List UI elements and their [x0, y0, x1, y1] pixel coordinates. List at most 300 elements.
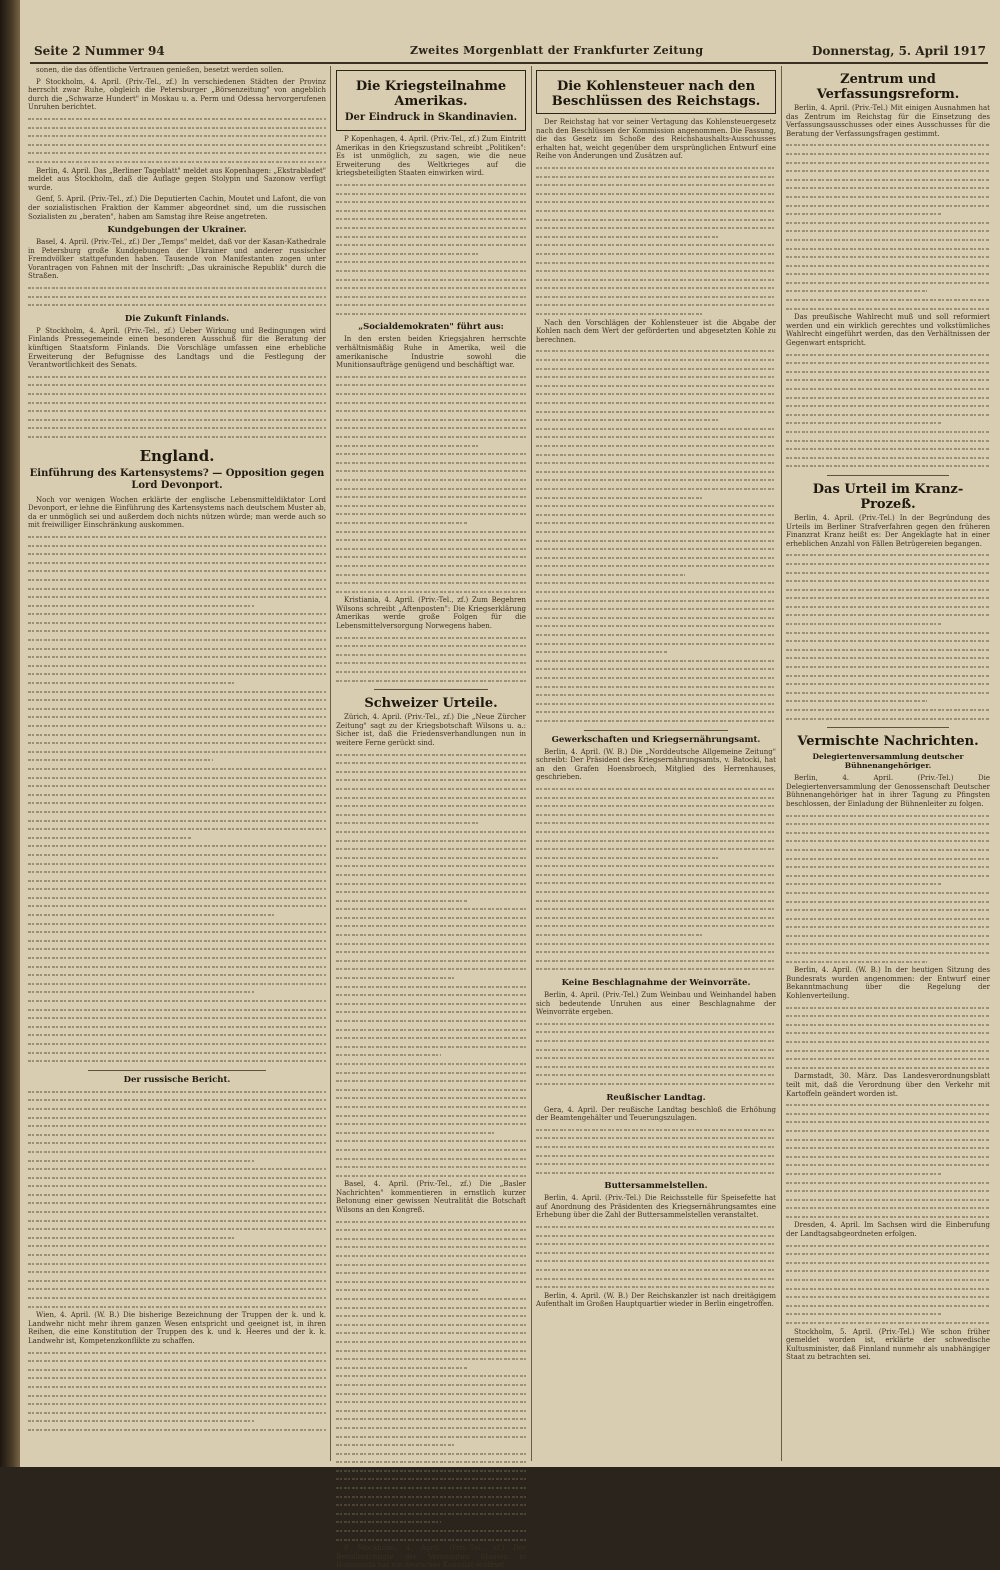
text-line — [28, 627, 326, 636]
text-line — [336, 991, 526, 1000]
text-line — [536, 173, 776, 182]
text-line — [786, 305, 990, 314]
text-line — [536, 528, 776, 537]
text-line — [786, 351, 990, 360]
text-line — [786, 1170, 941, 1179]
text-line — [28, 653, 326, 662]
text-line — [336, 922, 526, 931]
text-line — [28, 381, 326, 390]
text-line — [786, 1319, 990, 1328]
article-text: sonen, die das öffentliche Vertrauen genießen, besetzt werden sollen. — [36, 66, 284, 74]
text-line — [28, 149, 326, 158]
text-line — [28, 1088, 326, 1097]
section-headline: Zentrum und Verfassungsreform. — [816, 72, 960, 102]
text-line — [336, 528, 526, 537]
text-line — [536, 562, 776, 571]
text-line — [28, 954, 326, 963]
text-line — [786, 1250, 990, 1259]
text-line — [336, 1252, 526, 1261]
text-line — [536, 588, 776, 597]
text-line — [786, 663, 990, 672]
text-line — [336, 1261, 526, 1270]
text-line — [336, 1043, 526, 1052]
text-line — [536, 1134, 776, 1143]
text-line — [336, 677, 526, 686]
text-line — [336, 562, 526, 571]
text-line — [28, 141, 326, 150]
text-line — [336, 965, 526, 974]
text-line — [786, 646, 990, 655]
text-line — [336, 1286, 480, 1295]
text-line — [536, 1266, 776, 1275]
text-line — [336, 1269, 526, 1278]
text-line — [536, 862, 776, 871]
text-line — [536, 1169, 776, 1178]
text-line — [336, 1372, 526, 1381]
text-line — [28, 1268, 326, 1277]
article-text: Genf, 5. April. (Priv.-Tel., zf.) Die Deputierten Cachin, Moutet und Lafont, die von der sozialistischen Fraktion der Kammer abgeordnet sind, um die russischen Sozialisten zu „beraten", haben am Samstag ihre Reise angetreten. — [28, 195, 326, 221]
article-text: Berlin, 4. April. (Priv.-Tel.) Zum Weinbau und Weinhandel haben sich bedeutende Unruhen aus einer Beschlagnahme der Weinvorräte ergeben. — [536, 991, 776, 1017]
text-line — [536, 416, 718, 425]
text-line — [786, 932, 990, 941]
text-line — [28, 1191, 326, 1200]
text-line — [28, 1225, 326, 1234]
section-heading: Reußischer Landtag. — [606, 1092, 706, 1103]
text-line — [28, 1139, 326, 1148]
text-line — [536, 310, 702, 319]
text-line — [28, 158, 326, 167]
text-line — [28, 1208, 326, 1217]
text-line — [28, 1049, 326, 1058]
text-line — [336, 1000, 526, 1009]
text-line — [336, 914, 526, 923]
text-line — [786, 184, 990, 193]
text-line — [336, 802, 526, 811]
text-line — [336, 1433, 526, 1442]
text-line — [786, 654, 990, 663]
text-line — [336, 1475, 526, 1484]
text-line — [536, 1143, 776, 1152]
text-line — [786, 672, 990, 681]
illegible-text-block — [28, 115, 326, 167]
text-line — [336, 828, 526, 837]
text-line — [786, 437, 990, 446]
illegible-text-block — [536, 1020, 776, 1089]
section-subheadline: Delegiertenversammlung deutscher Bühnenangehöriger. — [812, 752, 964, 771]
text-line — [786, 680, 990, 689]
text-line — [336, 1086, 526, 1095]
text-line — [336, 1329, 526, 1338]
text-line — [786, 611, 990, 620]
text-line — [336, 450, 526, 459]
section-headline: Die Kriegsteilnahme Amerikas. — [355, 79, 507, 109]
text-line — [536, 794, 776, 803]
text-line — [536, 485, 776, 494]
text-line — [28, 373, 326, 382]
text-line — [28, 1400, 326, 1409]
text-line — [336, 545, 526, 554]
text-line — [336, 502, 526, 511]
text-line — [28, 868, 326, 877]
text-line — [786, 279, 990, 288]
column-rule — [781, 66, 782, 1461]
text-line — [28, 1294, 326, 1303]
text-line — [336, 407, 526, 416]
text-line — [536, 198, 776, 207]
text-line — [28, 679, 234, 688]
text-line — [336, 854, 526, 863]
text-line — [336, 785, 526, 794]
text-line — [536, 965, 776, 974]
text-line — [336, 207, 526, 216]
text-line — [786, 551, 990, 560]
text-line — [336, 215, 526, 224]
text-line — [28, 1023, 326, 1032]
text-line — [536, 1257, 776, 1266]
text-line — [786, 1118, 990, 1127]
text-line — [336, 310, 526, 319]
text-line — [786, 150, 990, 159]
text-line — [536, 914, 776, 923]
text-line — [536, 879, 776, 888]
section-headline: Vermischte Nachrichten. — [797, 734, 979, 750]
text-line — [28, 576, 326, 585]
text-line — [336, 1077, 526, 1086]
text-line — [786, 1144, 990, 1153]
article-text: Berlin, 4. April. (Priv.-Tel.) Mit einigen Ausnahmen hat das Zentrum im Reichstag für die Einsetzung des Verfassungsausschusses oder eines Ausschusses für die Beratung der Verfassungsfragen gestimmt. — [786, 104, 990, 138]
newspaper-page — [20, 0, 1000, 1570]
text-line — [336, 241, 526, 250]
text-line — [536, 365, 776, 374]
text-line — [786, 577, 990, 586]
text-line — [536, 837, 776, 846]
text-line — [336, 1458, 526, 1467]
text-line — [336, 845, 526, 854]
text-line — [786, 906, 990, 915]
text-line — [28, 1057, 326, 1066]
section-heading: Buttersammelstellen. — [604, 1181, 708, 1192]
text-line — [536, 931, 702, 940]
text-line — [786, 1136, 990, 1145]
text-line — [786, 872, 990, 881]
text-line — [536, 948, 776, 957]
text-line — [28, 1006, 326, 1015]
text-line — [336, 1364, 467, 1373]
text-line — [28, 1383, 326, 1392]
text-line — [786, 270, 990, 279]
text-line — [536, 519, 776, 528]
text-line — [336, 1484, 526, 1493]
text-line — [28, 390, 326, 399]
text-line — [786, 1012, 990, 1021]
text-line — [786, 637, 990, 646]
text-line — [786, 560, 990, 569]
section-headline: Schweizer Urteile. — [364, 696, 498, 712]
text-line — [28, 902, 326, 911]
article-text: Zürich, 4. April. (Priv.-Tel., zf.) Die „Neue Zürcher Zeitung" sagt zu der Kriegsbotschaft Wilsons u. a.: Sicher ist, daß die Friedensverhandlungen nun in weitere Ferne gerückt sind. — [336, 713, 526, 747]
article-text: Berlin, 4. April. (W. B.) In der heutigen Sitzung des Bundesrats wurden angenommen: der Entwurf einer Bekanntmachung über die Regelung der Kohlenverteilung. — [786, 966, 990, 1001]
text-line — [786, 829, 990, 838]
text-line — [28, 705, 326, 714]
text-line — [786, 296, 990, 305]
article-text: In den ersten beiden Kriegsjahren herrschte verhältnismäßig Ruhe in Amerika, weil die amerikanische Industrie sowohl die Munitionsaufträge genügend und beschäftigt war. — [336, 335, 526, 370]
text-line — [786, 462, 990, 471]
text-line — [28, 731, 326, 740]
illegible-text-block — [786, 1242, 990, 1328]
text-line — [28, 115, 326, 124]
text-line — [536, 845, 776, 854]
text-line — [786, 715, 990, 724]
text-line — [536, 614, 776, 623]
article-text: Wien, 4. April. (W. B.) Die bisherige Bezeichnung der Truppen der k. und k. Landwehr nicht mehr ihrem ganzen Wesen entspricht und geeignet ist, in ihren Reihen, die eine Konstitution der Truppen des k. und k. Heeres und der k. k. Landwehr ist, Kompetenzkonflikte zu schaffen. — [28, 1311, 326, 1345]
text-line — [336, 181, 526, 190]
text-line — [786, 855, 990, 864]
text-line — [28, 636, 326, 645]
text-line — [786, 586, 990, 595]
text-line — [336, 871, 526, 880]
text-line — [336, 819, 480, 828]
text-line — [28, 1409, 326, 1418]
text-line — [336, 1493, 526, 1502]
illegible-text-block — [28, 533, 326, 1066]
text-line — [786, 940, 990, 949]
text-line — [536, 648, 668, 657]
text-line — [336, 1051, 441, 1060]
text-line — [336, 1120, 526, 1129]
text-line — [28, 293, 326, 302]
text-line — [336, 1034, 526, 1043]
text-line — [336, 433, 526, 442]
article-text: Berlin, 4. April. (Priv.-Tel.) Die Delegiertenversammlung der Genossenschaft Deutscher Bühnenangehöriger hat in ihrer Tagung zu Pfingsten beschlossen, der Einladung der Bühnenleiter zu folgen. — [786, 774, 990, 808]
text-line — [336, 768, 526, 777]
illegible-text-block — [536, 164, 776, 319]
text-line — [336, 510, 526, 519]
text-line — [336, 1398, 526, 1407]
text-line — [336, 1060, 526, 1069]
text-line — [786, 697, 927, 706]
text-line — [336, 258, 526, 267]
text-line — [536, 554, 776, 563]
text-line — [536, 802, 776, 811]
text-line — [336, 948, 526, 957]
text-line — [336, 1321, 526, 1330]
text-line — [536, 433, 776, 442]
text-line — [336, 1243, 526, 1252]
text-line — [786, 1276, 990, 1285]
text-line — [28, 860, 326, 869]
page-number: Seite 2 Nummer 94 — [34, 44, 165, 58]
text-line — [536, 922, 776, 931]
text-line — [536, 1152, 776, 1161]
text-line — [336, 442, 480, 451]
text-line — [786, 812, 990, 821]
text-line — [28, 774, 326, 783]
text-line — [536, 382, 776, 391]
text-line — [28, 1374, 326, 1383]
text-line — [536, 356, 776, 365]
text-line — [336, 1094, 526, 1103]
text-line — [786, 167, 990, 176]
section-subheadline: Einführung des Kartensystems? — Opposition gegen Lord Devonport. — [29, 467, 325, 491]
text-line — [28, 416, 326, 425]
text-line — [28, 894, 326, 903]
text-line — [28, 834, 192, 843]
article-text: Berlin, 4. April. (W. B.) Die „Norddeutsche Allgemeine Zeitung" schreibt: Der Präsident des Kriegsernährungsamts, v. Batocki, hat an den Grafen Hoensbroech, Mitglied des Herrenhauses, geschrieben. — [536, 747, 776, 782]
text-line — [336, 476, 526, 485]
article-text: P Kopenhagen, 4. April. (Priv.-Tel., zf.) Zum Eintritt Amerikas in den Kriegszustand schreibt „Politiken": Es ist unmöglich, zu sagen, wie die neue Erweiterung des Weltkrieges auf die kriegsbeteiligten Staaten einwirken wird. — [336, 135, 526, 178]
illegible-text-block — [336, 751, 526, 1181]
text-line — [28, 1157, 254, 1166]
text-line — [536, 399, 776, 408]
article-text: Dresden, 4. April. Im Sachsen wird die Einberufung der Landtagsabgeordneten erfolgen. — [786, 1221, 990, 1239]
text-line — [786, 445, 990, 454]
text-line — [336, 1450, 526, 1459]
text-line — [786, 923, 990, 932]
text-line — [28, 610, 326, 619]
text-line — [536, 181, 776, 190]
text-line — [536, 373, 776, 382]
text-line — [786, 1064, 990, 1073]
text-line — [28, 567, 326, 576]
text-line — [336, 416, 526, 425]
text-line — [28, 1366, 326, 1375]
text-line — [336, 1295, 526, 1304]
text-line — [28, 782, 326, 791]
text-line — [786, 202, 990, 211]
text-line — [336, 1218, 526, 1227]
text-line — [28, 739, 326, 748]
text-line — [536, 1249, 776, 1258]
column-rule — [330, 66, 331, 1461]
text-line — [536, 665, 776, 674]
text-line — [336, 373, 526, 382]
text-line — [786, 1047, 990, 1056]
text-line — [28, 407, 326, 416]
article-text: Nach den Vorschlägen der Kohlensteuer ist die Abgabe der Kohlen nach dem Wert der geförderten und abgesetzten Kohle zu berechnen. — [536, 318, 776, 344]
text-line — [786, 419, 941, 428]
text-line — [28, 602, 254, 611]
text-line — [336, 381, 526, 390]
text-line — [28, 1242, 326, 1251]
text-line — [336, 751, 526, 760]
text-line — [786, 629, 990, 638]
text-line — [786, 1179, 990, 1188]
page-header — [30, 36, 988, 64]
text-line — [786, 287, 927, 296]
text-line — [336, 399, 526, 408]
text-line — [28, 1234, 234, 1243]
text-line — [786, 915, 990, 924]
text-line — [336, 485, 526, 494]
illegible-text-block — [336, 634, 526, 686]
text-line — [786, 141, 990, 150]
section-headline: Das Urteil im Kranz-Prozeß. — [812, 481, 964, 512]
text-line — [786, 1038, 990, 1047]
text-line — [28, 424, 326, 433]
text-line — [28, 1303, 326, 1312]
text-line — [786, 846, 990, 855]
text-line — [336, 659, 526, 668]
text-line — [536, 819, 776, 828]
text-line — [28, 928, 326, 937]
text-line — [786, 1187, 990, 1196]
text-line — [28, 619, 326, 628]
text-line — [536, 301, 776, 310]
text-line — [336, 1407, 526, 1416]
text-line — [536, 1223, 776, 1232]
text-line — [336, 1304, 526, 1313]
text-line — [336, 1338, 526, 1347]
text-line — [28, 713, 326, 722]
text-line — [536, 957, 776, 966]
text-line — [336, 519, 467, 528]
text-line — [336, 459, 526, 468]
column-3 — [536, 66, 776, 1461]
text-line — [28, 825, 326, 834]
text-line — [28, 1131, 326, 1140]
text-line — [536, 1160, 776, 1169]
text-line — [336, 1467, 526, 1476]
text-line — [536, 1283, 776, 1292]
text-line — [786, 863, 990, 872]
text-line — [786, 385, 990, 394]
text-line — [536, 408, 776, 417]
text-line — [536, 545, 776, 554]
text-line — [536, 897, 776, 906]
illegible-text-block — [28, 284, 326, 310]
text-line — [336, 634, 526, 643]
text-line — [336, 1441, 454, 1450]
text-line — [336, 940, 526, 949]
text-line — [536, 871, 776, 880]
text-line — [28, 1217, 326, 1226]
text-line — [786, 603, 990, 612]
text-line — [28, 817, 326, 826]
text-line — [28, 1014, 326, 1023]
text-line — [336, 759, 526, 768]
text-line — [336, 424, 526, 433]
illegible-text-block — [28, 373, 326, 442]
text-line — [28, 542, 326, 551]
text-line — [786, 1021, 990, 1030]
text-line — [28, 1165, 326, 1174]
text-line — [336, 198, 526, 207]
text-line — [28, 1349, 326, 1358]
text-line — [786, 1161, 990, 1170]
text-line — [536, 622, 776, 631]
text-line — [336, 1355, 526, 1364]
text-line — [536, 476, 776, 485]
divider — [827, 727, 949, 728]
text-line — [28, 1096, 326, 1105]
text-line — [28, 688, 326, 697]
text-line — [28, 284, 326, 293]
illegible-text-block — [536, 347, 776, 725]
text-line — [336, 1226, 526, 1235]
text-line — [28, 748, 326, 757]
text-line — [28, 559, 326, 568]
text-line — [786, 402, 990, 411]
text-line — [786, 219, 990, 228]
text-line — [336, 1381, 526, 1390]
text-line — [28, 1199, 326, 1208]
text-line — [336, 1278, 526, 1287]
text-line — [786, 620, 941, 629]
text-line — [336, 588, 526, 597]
illegible-text-block — [536, 1223, 776, 1292]
text-line — [336, 1155, 526, 1164]
text-line — [336, 1172, 526, 1181]
